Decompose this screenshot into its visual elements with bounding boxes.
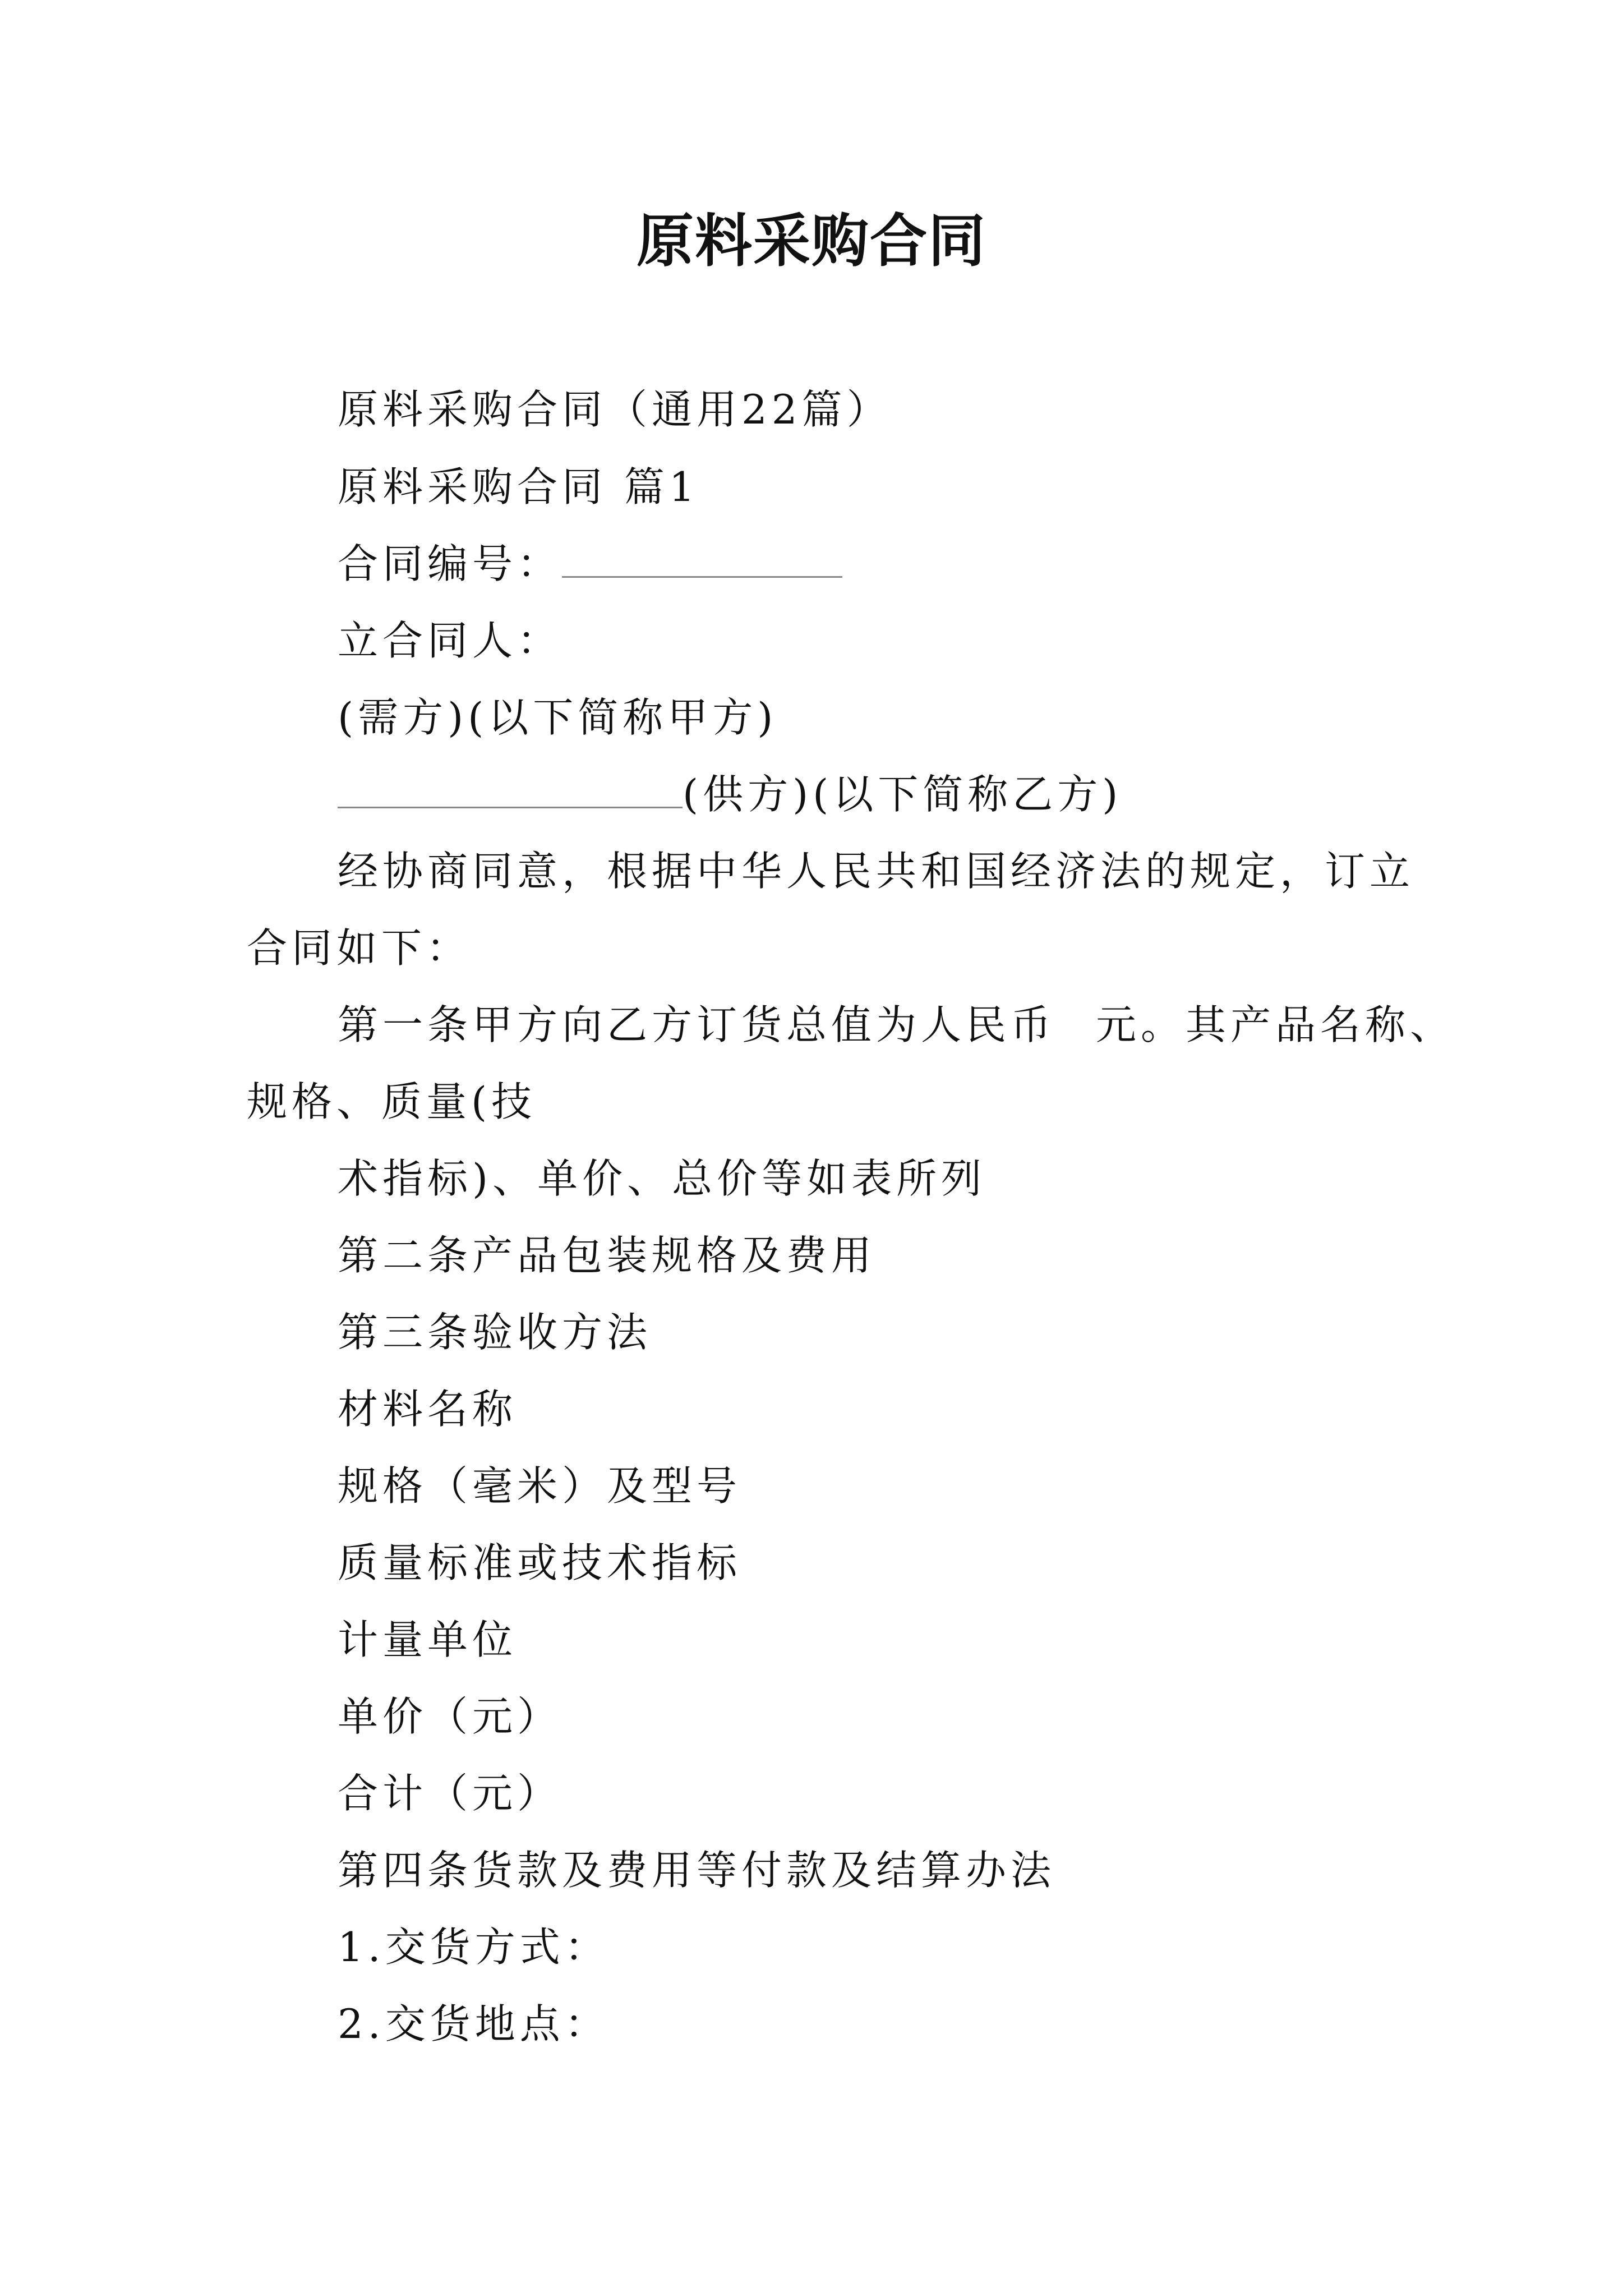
unit-price: 单价（元） bbox=[338, 1693, 562, 1740]
document-title: 原料采购合同 bbox=[637, 208, 986, 275]
party-a-line: (需方)(以下简称甲方) bbox=[338, 694, 778, 741]
party-b-text: (供方)(以下简称乙方) bbox=[683, 771, 1123, 818]
unit-of-measure: 计量单位 bbox=[338, 1616, 518, 1663]
article-1-text-b: 元。其产品名称、 bbox=[1096, 1001, 1455, 1048]
contract-number-label: 合同编号： bbox=[338, 540, 562, 587]
delivery-location: 2.交货地点： bbox=[338, 2000, 610, 2047]
section-heading: 原料采购合同 篇1 bbox=[338, 463, 699, 510]
article-1-line-1 bbox=[338, 997, 1455, 1053]
article-1-text-a: 第一条甲方向乙方订货总值为人民币 bbox=[338, 1001, 1056, 1048]
contract-number-line bbox=[338, 536, 842, 592]
party-b-blank bbox=[338, 767, 683, 808]
article-1-line-2: 规格、质量(技 bbox=[247, 1078, 537, 1125]
spec-model: 规格（毫米）及型号 bbox=[338, 1462, 742, 1510]
total-amount: 合计（元） bbox=[338, 1770, 562, 1817]
subtitle-line: 原料采购合同（通用22篇） bbox=[338, 386, 892, 433]
parties-label: 立合同人： bbox=[338, 617, 562, 664]
delivery-method: 1.交货方式： bbox=[338, 1924, 610, 1971]
contract-number-blank bbox=[562, 537, 842, 578]
article-1-line-3: 术指标)、单价、总价等如表所列 bbox=[338, 1155, 986, 1202]
material-name: 材料名称 bbox=[338, 1386, 518, 1433]
paragraph-intro-line-2: 合同如下： bbox=[247, 924, 472, 972]
article-2: 第二条产品包装规格及费用 bbox=[338, 1232, 877, 1279]
article-3: 第三条验收方法 bbox=[338, 1309, 652, 1356]
quality-standard: 质量标准或技术指标 bbox=[338, 1539, 742, 1586]
paragraph-intro-line-1: 经协商同意，根据中华人民共和国经济法的规定，订立 bbox=[338, 848, 1415, 895]
article-4: 第四条货款及费用等付款及结算办法 bbox=[338, 1847, 1056, 1894]
party-b-line bbox=[338, 766, 1122, 822]
